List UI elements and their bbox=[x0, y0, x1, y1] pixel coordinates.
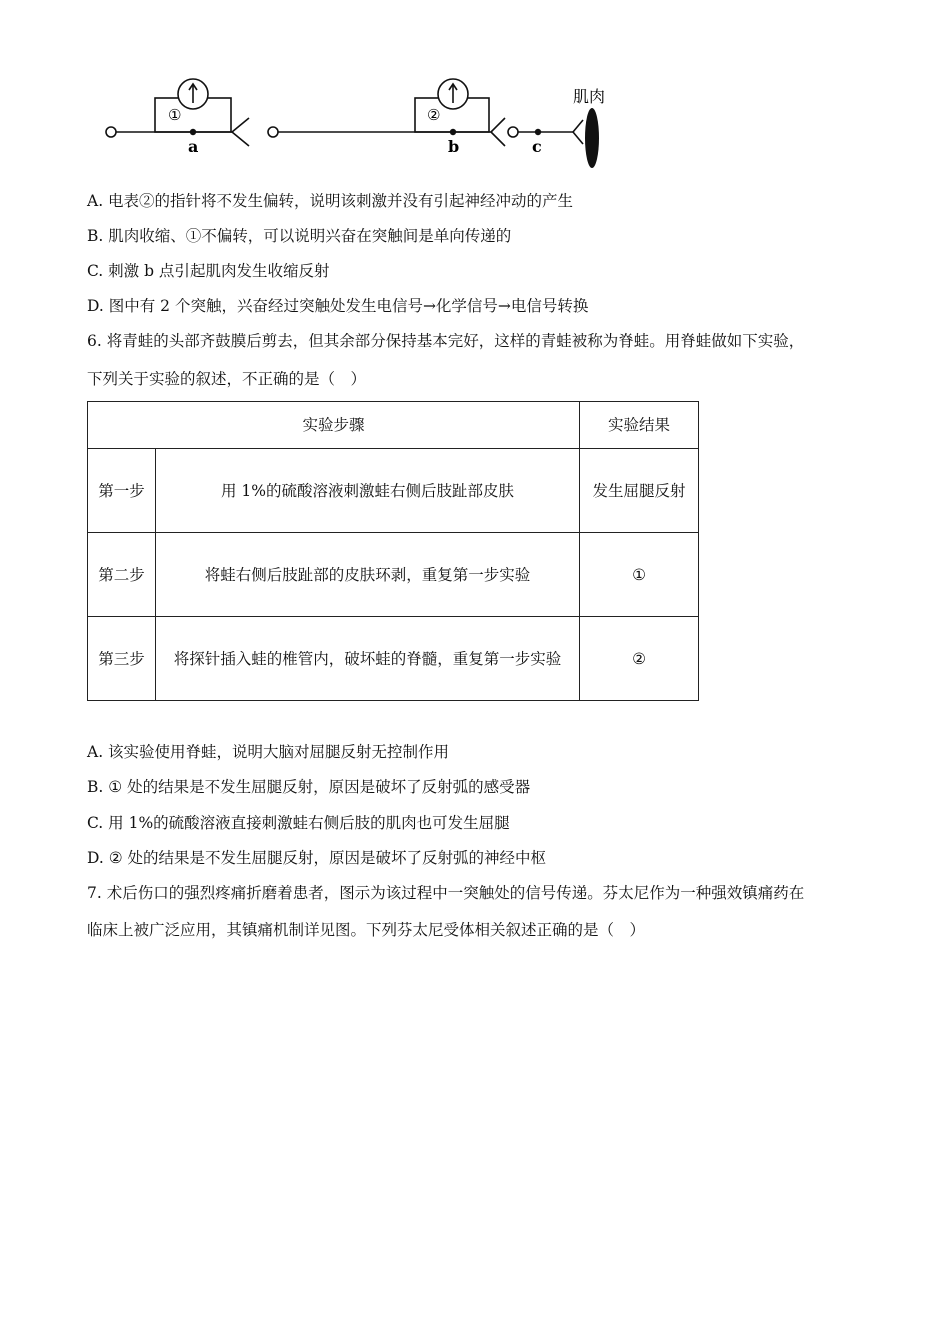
q7-stem-line1: 7. 术后伤口的强烈疼痛折磨着患者，图示为该过程中一突触处的信号传递。芬太尼作为一种强效镇痛药在 bbox=[87, 884, 805, 902]
point-c-label: c bbox=[532, 137, 542, 156]
row3-content: 将探针插入蛙的椎管内，破坏蛙的脊髓，重复第一步实验 bbox=[156, 617, 580, 701]
q5-option-d: D. 图中有 2 个突触，兴奋经过突触处发生电信号→化学信号→电信号转换 bbox=[87, 297, 589, 315]
row1-step: 第一步 bbox=[88, 449, 156, 533]
table-row bbox=[88, 617, 699, 701]
row3-step: 第三步 bbox=[88, 617, 156, 701]
neuron2-cell-body bbox=[268, 127, 278, 137]
table-row bbox=[88, 533, 699, 617]
point-b bbox=[450, 129, 456, 135]
q7-stem-line2: 临床上被广泛应用，其镇痛机制详见图。下列芬太尼受体相关叙述正确的是（ ） bbox=[87, 921, 646, 939]
q6-stem-line1: 6. 将青蛙的头部齐鼓膜后剪去，但其余部分保持基本完好，这样的青蛙被称为脊蛙。用脊蛙做如下实验， bbox=[87, 332, 805, 350]
neuron-circuit-diagram bbox=[95, 72, 635, 172]
meter1-label: ① bbox=[168, 106, 182, 124]
table-row bbox=[88, 449, 699, 533]
point-c bbox=[535, 129, 541, 135]
header-steps: 实验步骤 bbox=[88, 402, 580, 449]
header-result: 实验结果 bbox=[580, 402, 699, 449]
q5-option-c: C. 刺激 b 点引起肌肉发生收缩反射 bbox=[87, 262, 330, 280]
q5-option-a: A. 电表②的指针将不发生偏转，说明该刺激并没有引起神经冲动的产生 bbox=[87, 192, 574, 210]
row1-content: 用 1%的硫酸溶液刺激蛙右侧后肢趾部皮肤 bbox=[156, 449, 580, 533]
row2-step: 第二步 bbox=[88, 533, 156, 617]
experiment-table bbox=[87, 401, 699, 701]
neuron1-cell-body bbox=[106, 127, 116, 137]
row1-result: 发生屈腿反射 bbox=[580, 449, 699, 533]
muscle-label: 肌肉 bbox=[573, 87, 606, 106]
q6-option-b: B. ① 处的结果是不发生屈腿反射，原因是破坏了反射弧的感受器 bbox=[87, 778, 531, 796]
q6-option-a: A. 该实验使用脊蛙，说明大脑对屈腿反射无控制作用 bbox=[87, 743, 450, 761]
table-header-row bbox=[88, 402, 699, 449]
neuron3-cell-body bbox=[508, 127, 518, 137]
row3-result: ② bbox=[580, 617, 699, 701]
meter2-label: ② bbox=[427, 106, 441, 124]
row2-result: ① bbox=[580, 533, 699, 617]
q6-stem-line2: 下列关于实验的叙述，不正确的是（ ） bbox=[87, 370, 367, 388]
muscle-shape bbox=[585, 108, 599, 168]
q6-option-d: D. ② 处的结果是不发生屈腿反射，原因是破坏了反射弧的神经中枢 bbox=[87, 849, 547, 867]
q6-option-c: C. 用 1%的硫酸溶液直接刺激蛙右侧后肢的肌肉也可发生屈腿 bbox=[87, 814, 510, 832]
row2-content: 将蛙右侧后肢趾部的皮肤环剥，重复第一步实验 bbox=[156, 533, 580, 617]
point-b-label: b bbox=[448, 137, 460, 156]
point-a bbox=[190, 129, 196, 135]
point-a-label: a bbox=[188, 137, 199, 156]
q5-option-b: B. 肌肉收缩、①不偏转，可以说明兴奋在突触间是单向传递的 bbox=[87, 227, 512, 245]
